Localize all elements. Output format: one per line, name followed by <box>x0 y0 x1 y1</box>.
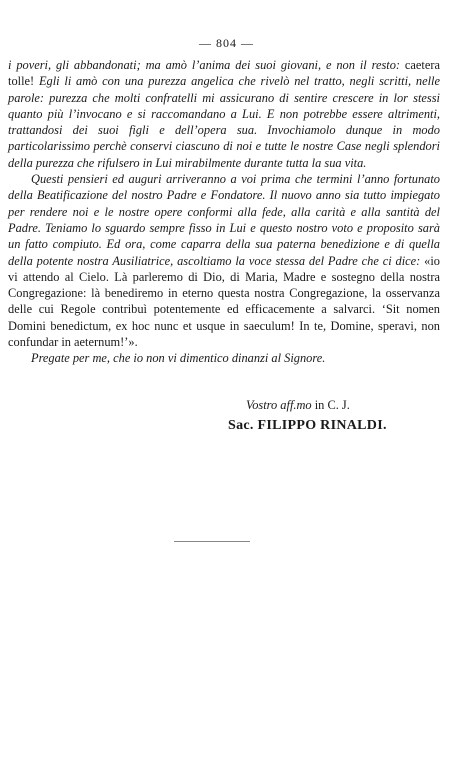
page-number: — 804 — <box>199 36 254 50</box>
signature-text: Sac. FILIPPO RINALDI. <box>228 418 387 433</box>
paragraph-1-roman: caetera tolle! <box>8 58 440 89</box>
valediction-italic: Vostro aff.mo <box>246 398 312 412</box>
paragraph-1 <box>8 57 440 171</box>
paragraph-2-italic: Questi pensieri ed auguri arriveranno a voi prima che termini l’anno fortunato della Beatificazione del nostro Padre e Fondatore. Il nuovo anno sia tutto impiegato per rendere noi e le nostre opere conformi alla fede, alla carità e alla santità del Padre. Teniamo lo sguardo sempre fisso in Lui e questo nostro voto e proposito sarà un fatto compiuto. Ed ora, come caparra della sua paterna benedizione e di quella della potente nostra Ausiliatrice, ascoltiamo la voce stessa del Padre che ci dice: <box>8 172 440 268</box>
paragraph-2-quote: «io vi attendo al Cielo. Là parleremo di Dio, di Maria, Madre e sostegno della nostra Congregazione: là benediremo in eterno questa nostra Congregazione, la osservanza delle cui Regole contribuì potentemente ed efficacemente a salvarci. ‘Sit nomen Domini benedictum, ex hoc nunc et usque in saeculum! In te, Domine, speravi, non confundar in aeternum!’». <box>8 253 440 350</box>
paragraph-1-italic-b: Egli li amò con una purezza angelica che rivelò nel tratto, negli scritti, nelle parole: purezza che molti confratelli mi assicurano di sentire crescere in lor stessi quanto più l’invocano e si raccomandano a Lui. E non potrebbe essere altrimenti, trattandosi dei suoi figli e dell’opera sua. Invochiamolo dunque in modo particolarissimo perchè conservi ciascuno di noi e tutte le nostre Case negli splendori della purezza che rifulsero in Lui mirabilmente durante tutta la sua vita. <box>8 74 440 170</box>
valediction-roman: in C. J. <box>311 398 350 412</box>
paragraph-1-italic-a: i poveri, gli abbandonati; ma amò l’anima dei suoi giovani, e non il resto: <box>8 58 401 72</box>
divider-rule <box>174 541 250 542</box>
letter-body <box>8 57 440 367</box>
paragraph-3-italic: Pregate per me, che io non vi dimentico dinanzi al Signore. <box>31 351 326 366</box>
paragraph-2 <box>8 171 440 350</box>
paragraph-3 <box>8 350 440 366</box>
